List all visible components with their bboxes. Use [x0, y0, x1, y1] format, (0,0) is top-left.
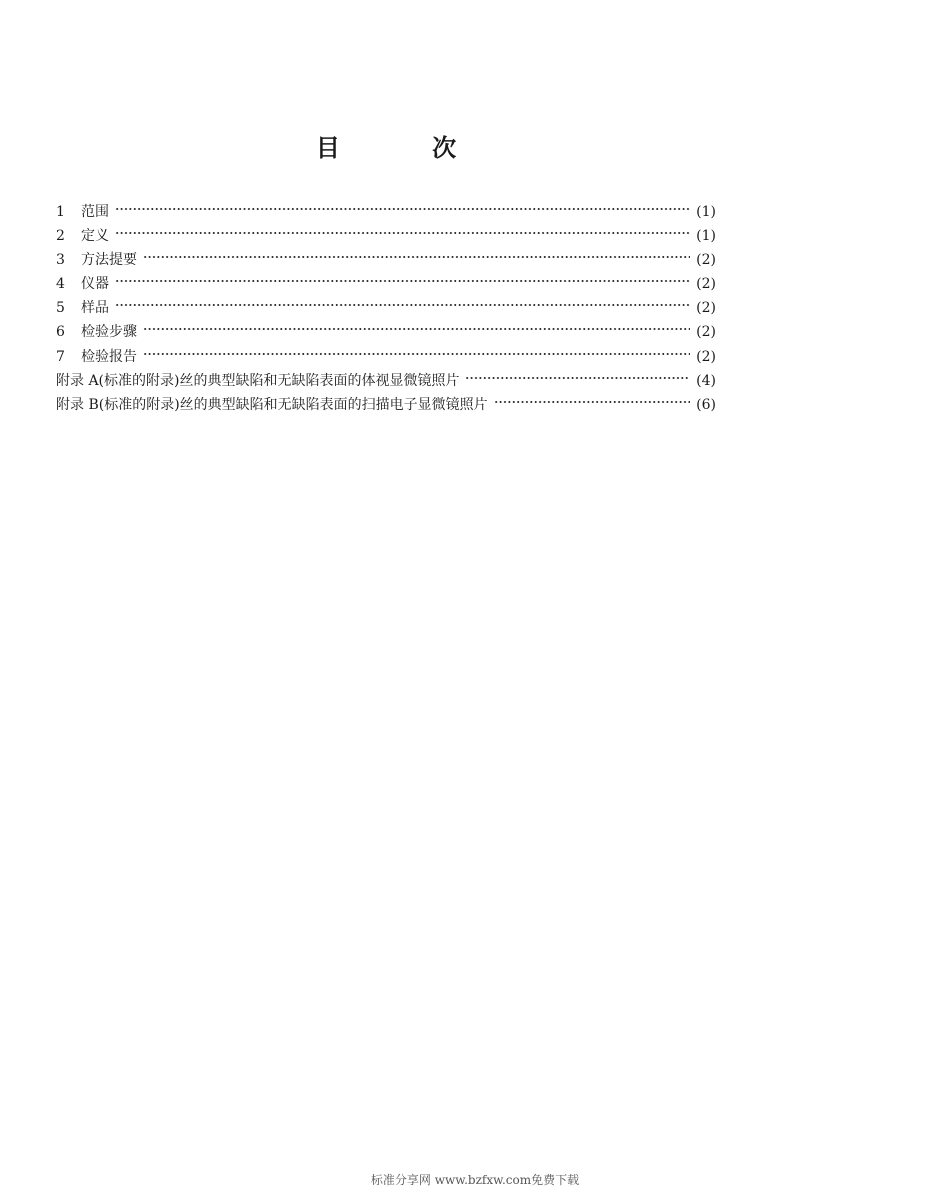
- dot-leader: [115, 205, 690, 213]
- toc-entry-page: (6): [696, 396, 716, 413]
- table-of-contents: [56, 200, 716, 417]
- toc-entry-report[interactable]: [56, 345, 716, 369]
- toc-entry-title: 仪器: [81, 276, 109, 293]
- toc-entry-title: 附录 B(标准的附录)丝的典型缺陷和无缺陷表面的扫描电子显微镜照片: [56, 396, 488, 413]
- toc-entry-number: 1: [56, 204, 65, 220]
- toc-entry-appendix-a[interactable]: [56, 369, 716, 393]
- toc-entry-title: 附录 A(标准的附录)丝的典型缺陷和无缺陷表面的体视显微镜照片: [56, 372, 460, 389]
- toc-entry-title: 定义: [81, 228, 109, 245]
- toc-entry-definitions[interactable]: [56, 224, 716, 248]
- toc-entry-appendix-b[interactable]: [56, 393, 716, 417]
- toc-entry-title: 样品: [81, 300, 109, 317]
- toc-entry-title: 范围: [81, 204, 109, 220]
- toc-entry-apparatus[interactable]: [56, 272, 716, 296]
- toc-entry-number: 2: [56, 228, 65, 245]
- toc-entry-page: (2): [696, 276, 716, 293]
- toc-entry-page: (2): [696, 252, 716, 269]
- toc-entry-page: (2): [696, 348, 716, 365]
- page-title: 目 次: [315, 134, 499, 162]
- toc-entry-title: 方法提要: [81, 252, 137, 269]
- toc-entry-title: 检验报告: [81, 348, 137, 365]
- dot-leader: [143, 325, 690, 333]
- dot-leader: [115, 229, 690, 237]
- toc-entry-number: 6: [56, 324, 65, 341]
- toc-entry-number: 7: [56, 348, 65, 365]
- toc-entry-scope[interactable]: [56, 200, 716, 224]
- toc-entry-number: 5: [56, 300, 65, 317]
- toc-entry-title: 检验步骤: [81, 324, 137, 341]
- dot-leader: [143, 253, 690, 261]
- toc-entry-method-summary[interactable]: [56, 248, 716, 272]
- toc-entry-page: (1): [696, 204, 716, 220]
- toc-entry-number: 3: [56, 252, 65, 269]
- toc-entry-page: (2): [696, 324, 716, 341]
- dot-leader: [465, 374, 690, 382]
- toc-entry-page: (1): [696, 228, 716, 245]
- toc-entry-samples[interactable]: [56, 296, 716, 320]
- toc-entry-procedure[interactable]: [56, 320, 716, 344]
- toc-entry-number: 4: [56, 276, 65, 293]
- footer-watermark-text: 标准分享网 www.bzfxw.com免费下载: [370, 1173, 580, 1187]
- dot-leader: [115, 277, 690, 285]
- toc-entry-page: (2): [696, 300, 716, 317]
- dot-leader: [115, 301, 690, 309]
- dot-leader: [143, 350, 690, 358]
- dot-leader: [494, 398, 690, 406]
- toc-entry-page: (4): [696, 372, 716, 389]
